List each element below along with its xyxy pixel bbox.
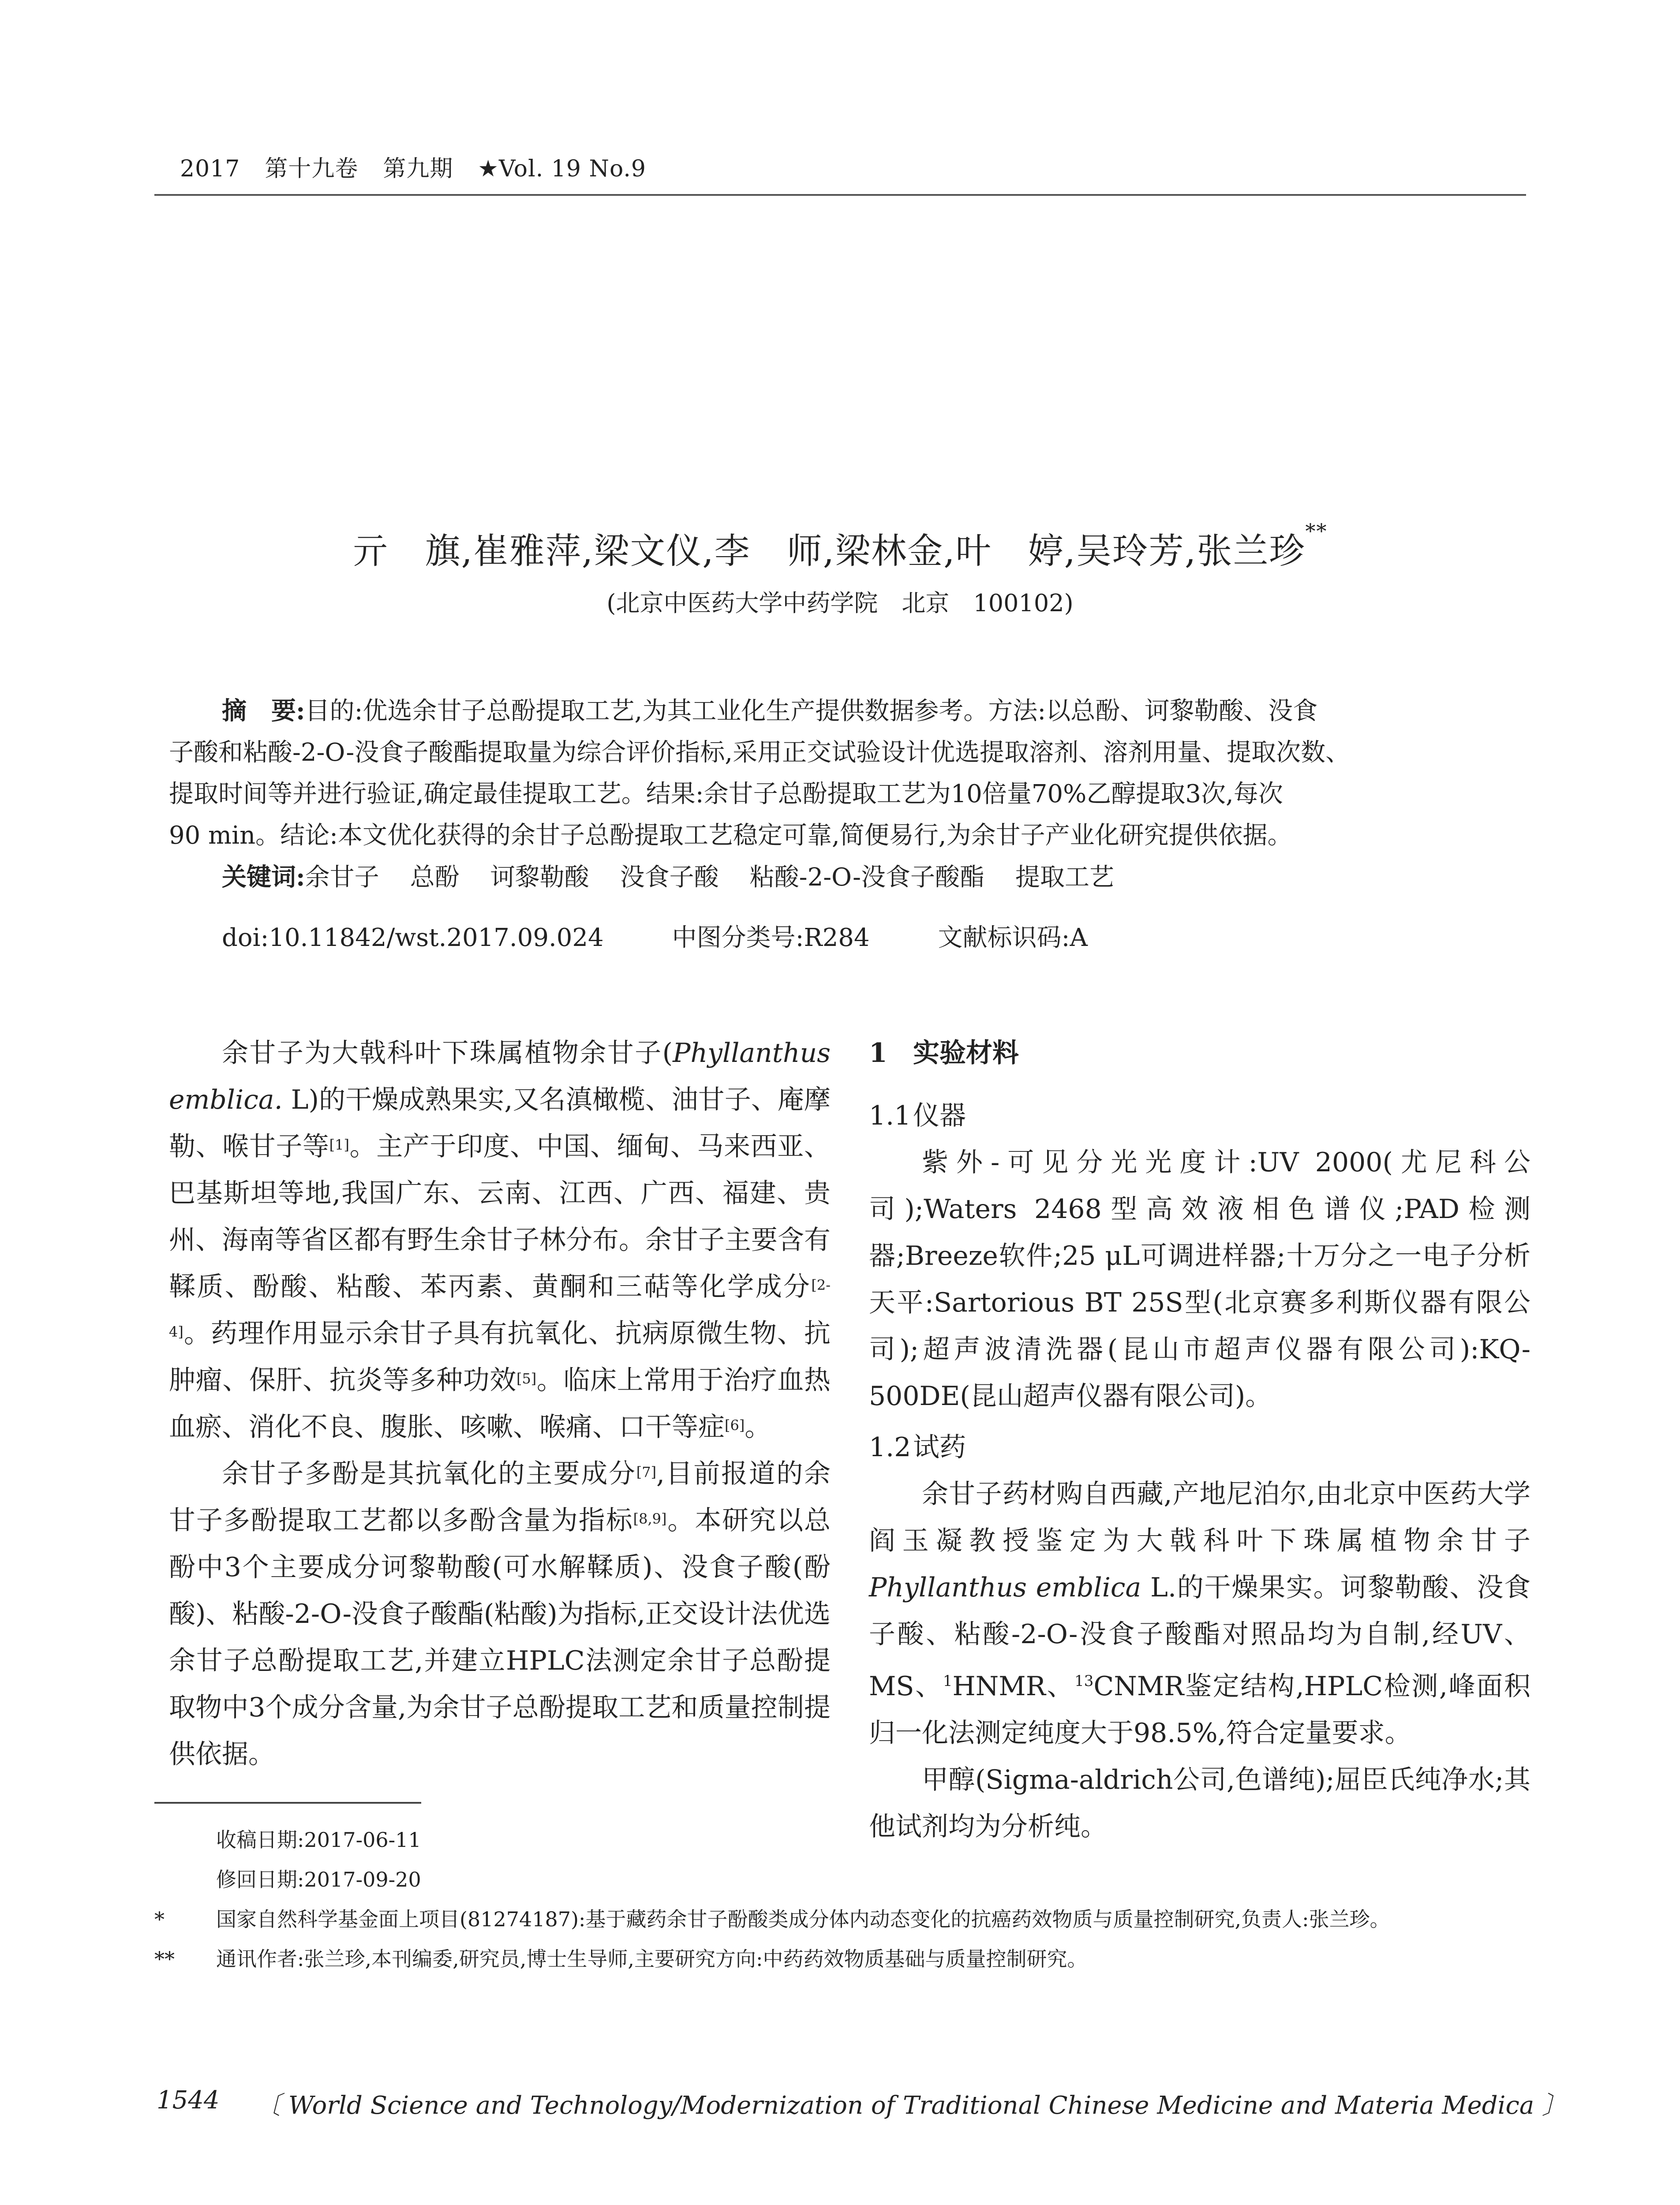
keyword-item: 粘酸-2-O-没食子酸酯 <box>749 863 985 892</box>
intro-paragraph-2: 余甘子多酚是其抗氧化的主要成分[7],目前报道的余甘子多酚提取工艺都以多酚含量为指标[8,9]。本研究以总酚中3个主要成分诃黎勒酸(可水解鞣质)、没食子酸(酚酸)、粘酸-2-O-没食子酸酯(粘酸)为指标,正交设计法优选余甘子总酚提取工艺,并建立HPLC法测定余甘子总酚提取物中3个成分含量,为余甘子总酚提取工艺和质量控制提供依据。 <box>169 1458 831 1770</box>
page-number: 1544 <box>157 2086 220 2115</box>
footnote-corresponding-author: ** 通讯作者:张兰珍,本刊编委,研究员,博士生导师,主要研究方向:中药药效物质基础与质量控制研究。 <box>154 1947 1088 1971</box>
species-name: Phyllanthus emblica <box>869 1572 1141 1603</box>
citation: [5] <box>516 1370 537 1387</box>
abstract-line: 90 min。结论:本文优化获得的余甘子总酚提取工艺稳定可靠,简便易行,为余甘子产业化研究提供依据。 <box>169 821 1292 850</box>
keyword-item: 总酚 <box>410 863 460 892</box>
header-volume-en: ★Vol. 19 No.9 <box>478 156 646 182</box>
corresponding-mark: ** <box>1305 519 1328 543</box>
citation: [7] <box>636 1464 657 1480</box>
abstract-line: 提取时间等并进行验证,确定最佳提取工艺。结果:余甘子总酚提取工艺为10倍量70%乙醇提取3次,每次 <box>169 780 1283 808</box>
doi: doi:10.11842/wst.2017.09.024 <box>222 923 604 952</box>
header-divider <box>154 194 1526 196</box>
reagents-paragraph-1: 余甘子药材购自西藏,产地尼泊尔,由北京中医药大学阎玉凝教授鉴定为大戟科叶下珠属植物余甘子Phyllanthus emblica L.的干燥果实。诃黎勒酸、没食子酸、粘酸-2-O-没食子酸酯对照品均为自制,经UV、MS、$^1$HNMR、$^{13}$CNMR鉴定结构,HPLC检测,峰面积归一化法测定纯度大于98.5%,符合定量要求。 <box>869 1479 1530 1749</box>
citation: [2-4] <box>169 1277 831 1340</box>
header-volume-cn: 第十九卷 <box>265 156 359 182</box>
subsection-heading-instruments: 1.1仪器 <box>869 1100 966 1131</box>
journal-name-footer: 〔 World Science and Technology/Modernization of Traditional Chinese Medicine and Materia Medica 〕 <box>256 2091 1567 2120</box>
header-year: 2017 <box>180 156 240 182</box>
authors-text: 亓 旗,崔雅萍,梁文仪,李 师,梁林金,叶 婷,吴玲芳,张兰珍 <box>352 531 1306 572</box>
abstract-line <box>169 690 1510 732</box>
author-list <box>0 519 1680 573</box>
reagents-paragraph-2: 甲醇(Sigma-aldrich公司,色谱纯);屈臣氏纯净水;其他试剂均为分析纯。 <box>869 1764 1530 1842</box>
keywords <box>222 856 1145 898</box>
affiliation: (北京中医药大学中药学院 北京 100102) <box>606 589 1074 617</box>
citation: [6] <box>725 1417 745 1434</box>
keywords-label: 关键词: <box>222 863 305 892</box>
isotope-mark: 13 <box>1074 1672 1094 1690</box>
section-heading: 1 实验材料 <box>869 1038 1019 1069</box>
header-issue-cn: 第九期 <box>383 156 453 182</box>
species-name: Phyllanthus emblica. <box>169 1038 831 1115</box>
document-code: 文献标识码:A <box>938 923 1088 952</box>
footnote-funding: * 国家自然科学基金面上项目(81274187):基于藏药余甘子酚酸类成分体内动态变化的抗癌药效物质与质量控制研究,负责人:张兰珍。 <box>154 1907 1390 1931</box>
keyword-item: 诃黎勒酸 <box>490 863 589 892</box>
subsection-heading-reagents: 1.2试药 <box>869 1432 966 1463</box>
keyword-item: 余甘子 <box>305 863 379 892</box>
clc-number: 中图分类号:R284 <box>672 923 870 952</box>
body-column-right <box>869 1030 1530 1850</box>
footnote-divider <box>154 1802 421 1804</box>
instruments-paragraph: 紫外-可见分光光度计:UV 2000(尤尼科公司);Waters 2468型高效液相色谱仪;PAD检测器;Breeze软件;25 μL可调进样器;十万分之一电子分析天平:Sartorious BT 25S型(北京赛多利斯仪器有限公司);超声波清洗器(昆山市超声仪器有限公司):KQ-500DE(昆山超声仪器有限公司)。 <box>869 1147 1530 1412</box>
abstract <box>169 690 1510 856</box>
body-column-left <box>169 1030 831 1778</box>
keyword-item: 提取工艺 <box>1015 863 1115 892</box>
classification-line <box>222 917 1088 959</box>
abstract-line: 子酸和粘酸-2-O-没食子酸酯提取量为综合评价指标,采用正交试验设计优选提取溶剂、溶剂用量、提取次数、 <box>169 738 1351 767</box>
running-header <box>180 150 646 183</box>
intro-paragraph-1: 余甘子为大戟科叶下珠属植物余甘子(Phyllanthus emblica. L)的干燥成熟果实,又名滇橄榄、油甘子、庵摩勒、喉甘子等[1]。主产于印度、中国、缅甸、马来西亚、巴基斯坦等地,我国广东、云南、江西、广西、福建、贵州、海南等省区都有野生余甘子林分布。余甘子主要含有鞣质、酚酸、粘酸、苯丙素、黄酮和三萜等化学成分[2-4]。药理作用显示余甘子具有抗氧化、抗病原微生物、抗肿瘤、保肝、抗炎等多种功效[5]。临床上常用于治疗血热血瘀、消化不良、腹胀、咳嗽、喉痛、口干等症[6]。 <box>169 1038 831 1443</box>
abstract-label: 摘 要: <box>222 696 305 725</box>
citation: [8,9] <box>633 1510 667 1527</box>
abstract-text: 目的:优选余甘子总酚提取工艺,为其工业化生产提供数据参考。方法:以总酚、诃黎勒酸、没食 <box>305 697 1318 725</box>
keyword-item: 没食子酸 <box>620 863 719 892</box>
footnote-revised-date: 修回日期:2017-09-20 <box>216 1868 421 1891</box>
isotope-mark: 1 <box>943 1672 953 1690</box>
footnote-received-date: 收稿日期:2017-06-11 <box>216 1828 421 1852</box>
citation: [1] <box>329 1136 349 1153</box>
